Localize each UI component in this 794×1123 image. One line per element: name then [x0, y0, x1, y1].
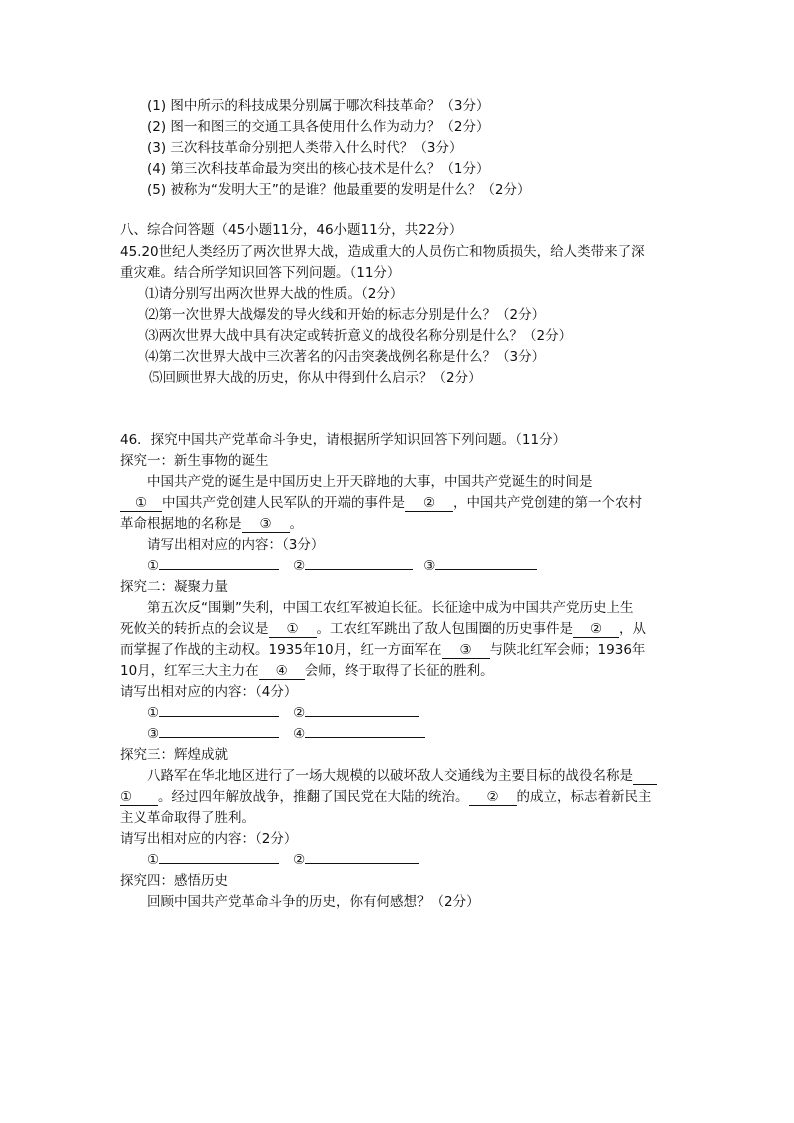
- text: 中国共产党创建人民军队的开端的事件是: [162, 495, 405, 511]
- mark: ②: [293, 705, 306, 721]
- q46-stem: 46．探究中国共产党革命斗争史，请根据所学知识回答下列问题。（11分）: [120, 432, 567, 448]
- mark: ①: [147, 705, 160, 721]
- text: 。工农红军跳出了敌人包围圈的历史事件是: [316, 621, 573, 637]
- blank-1[interactable]: ①: [269, 622, 317, 638]
- part1-line2: [120, 494, 642, 512]
- part2-line1: 第五次反“围剿”失利，中国工农红军被迫长征。长征途中成为中国共产党历史上生: [147, 600, 634, 616]
- blank-4[interactable]: ④: [259, 664, 305, 680]
- blank-2[interactable]: ②: [405, 496, 453, 512]
- q44-sub-2: (2) 图一和图三的交通工具各使用什么作为动力？（2分）: [147, 119, 490, 135]
- blank-3[interactable]: ③: [442, 643, 490, 659]
- part1-line3: [120, 515, 303, 533]
- answer-2-line[interactable]: [305, 863, 419, 864]
- text: ，从: [619, 621, 646, 637]
- text: 。: [289, 516, 303, 532]
- part2-title: 探究二：凝聚力量: [120, 579, 228, 595]
- q44-sub-5: (5) 被称为“发明大王”的是谁？他最重要的发明是什么？（2分）: [147, 182, 531, 198]
- blank-3[interactable]: ③: [242, 517, 290, 533]
- blank-1[interactable]: ①: [120, 496, 162, 512]
- part1-answers: [147, 557, 537, 575]
- answer-3-line[interactable]: [159, 737, 279, 738]
- mark: ①: [147, 558, 160, 574]
- blank-1-start[interactable]: [633, 769, 657, 785]
- answer-2-line[interactable]: [305, 569, 413, 570]
- answer-1-line[interactable]: [159, 716, 279, 717]
- answer-1-line[interactable]: [159, 569, 279, 570]
- text: ，中国共产党创建的第一个农村: [453, 495, 642, 511]
- answer-3-line[interactable]: [435, 569, 537, 570]
- q45-stem-2: 重灾难。结合所学知识回答下列问题。（11分）: [120, 265, 401, 281]
- q45-sub-3: ⑶两次世界大战中具有决定或转折意义的战役名称分别是什么？（2分）: [145, 328, 573, 344]
- answer-1-line[interactable]: [159, 863, 279, 864]
- blank-1[interactable]: ①: [120, 790, 158, 806]
- part3-line2: [120, 788, 652, 806]
- part2-line4: [120, 662, 494, 680]
- part3-answers: [147, 851, 419, 869]
- part1-line1: 中国共产党的诞生是中国历史上开天辟地的大事，中国共产党诞生的时间是: [147, 474, 593, 490]
- text: 而掌握了作战的主动权。1935年10月，红一方面军在: [120, 642, 442, 658]
- q44-sub-3: (3) 三次科技革命分别把人类带入什么时代？（3分）: [147, 140, 463, 156]
- blank-2[interactable]: ②: [573, 622, 619, 638]
- part1-prompt: 请写出相对应的内容：（3分）: [147, 537, 325, 553]
- mark: ①: [147, 852, 160, 868]
- part2-line2: [120, 620, 646, 638]
- mark: ②: [293, 558, 306, 574]
- part3-line3: 主义革命取得了胜利。: [120, 810, 255, 826]
- text: 死攸关的转折点的会议是: [120, 621, 269, 637]
- text: 。经过四年解放战争，推翻了国民党在大陆的统治。: [158, 789, 469, 805]
- part2-answers-row1: [147, 704, 419, 722]
- q44-sub-1: (1) 图中所示的科技成果分别属于哪次科技革命？（3分）: [147, 98, 490, 114]
- q45-stem-1: 45.20世纪人类经历了两次世界大战，造成重大的人员伤亡和物质损失，给人类带来了深: [120, 244, 645, 260]
- blank-2[interactable]: ②: [469, 790, 517, 806]
- mark: ③: [423, 558, 436, 574]
- q45-sub-1: ⑴请分别写出两次世界大战的性质。（2分）: [145, 286, 404, 302]
- part3-title: 探究三：辉煌成就: [120, 747, 228, 763]
- mark: ④: [293, 726, 306, 742]
- part4-title: 探究四：感悟历史: [120, 873, 228, 889]
- mark: ③: [147, 726, 160, 742]
- mark: ②: [293, 852, 306, 868]
- section-title: 八、综合问答题（45小题11分，46小题11分，共22分）: [120, 222, 463, 238]
- text: 与陕北红军会师；1936年: [489, 642, 646, 658]
- part2-answers-row2: [147, 725, 425, 743]
- part1-title: 探究一：新生事物的诞生: [120, 453, 269, 469]
- answer-2-line[interactable]: [305, 716, 419, 717]
- part2-line3: [120, 641, 645, 659]
- part2-prompt: 请写出相对应的内容：（4分）: [120, 684, 298, 700]
- q44-sub-4: (4) 第三次科技革命最为突出的核心技术是什么？（1分）: [147, 161, 490, 177]
- part4-line1: 回顾中国共产党革命斗争的历史，你有何感想？（2分）: [147, 894, 480, 910]
- text: 10月，红军三大主力在: [120, 663, 259, 679]
- q45-sub-2: ⑵第一次世界大战爆发的导火线和开始的标志分别是什么？（2分）: [145, 307, 546, 323]
- q45-sub-4: ⑷第二次世界大战中三次著名的闪击突袭战例名称是什么？（3分）: [145, 349, 546, 365]
- part3-prompt: 请写出相对应的内容：（2分）: [120, 831, 298, 847]
- text: 八路军在华北地区进行了一场大规模的以破坏敌人交通线为主要目标的战役名称是: [147, 768, 633, 784]
- text: 革命根据地的名称是: [120, 516, 242, 532]
- q45-sub-5: ⑸回顾世界大战的历史，你从中得到什么启示？（2分）: [149, 370, 482, 386]
- text: 会师，终于取得了长征的胜利。: [304, 663, 494, 679]
- answer-4-line[interactable]: [305, 737, 425, 738]
- part3-line1: [147, 767, 657, 785]
- text: 的成立，标志着新民主: [516, 789, 652, 805]
